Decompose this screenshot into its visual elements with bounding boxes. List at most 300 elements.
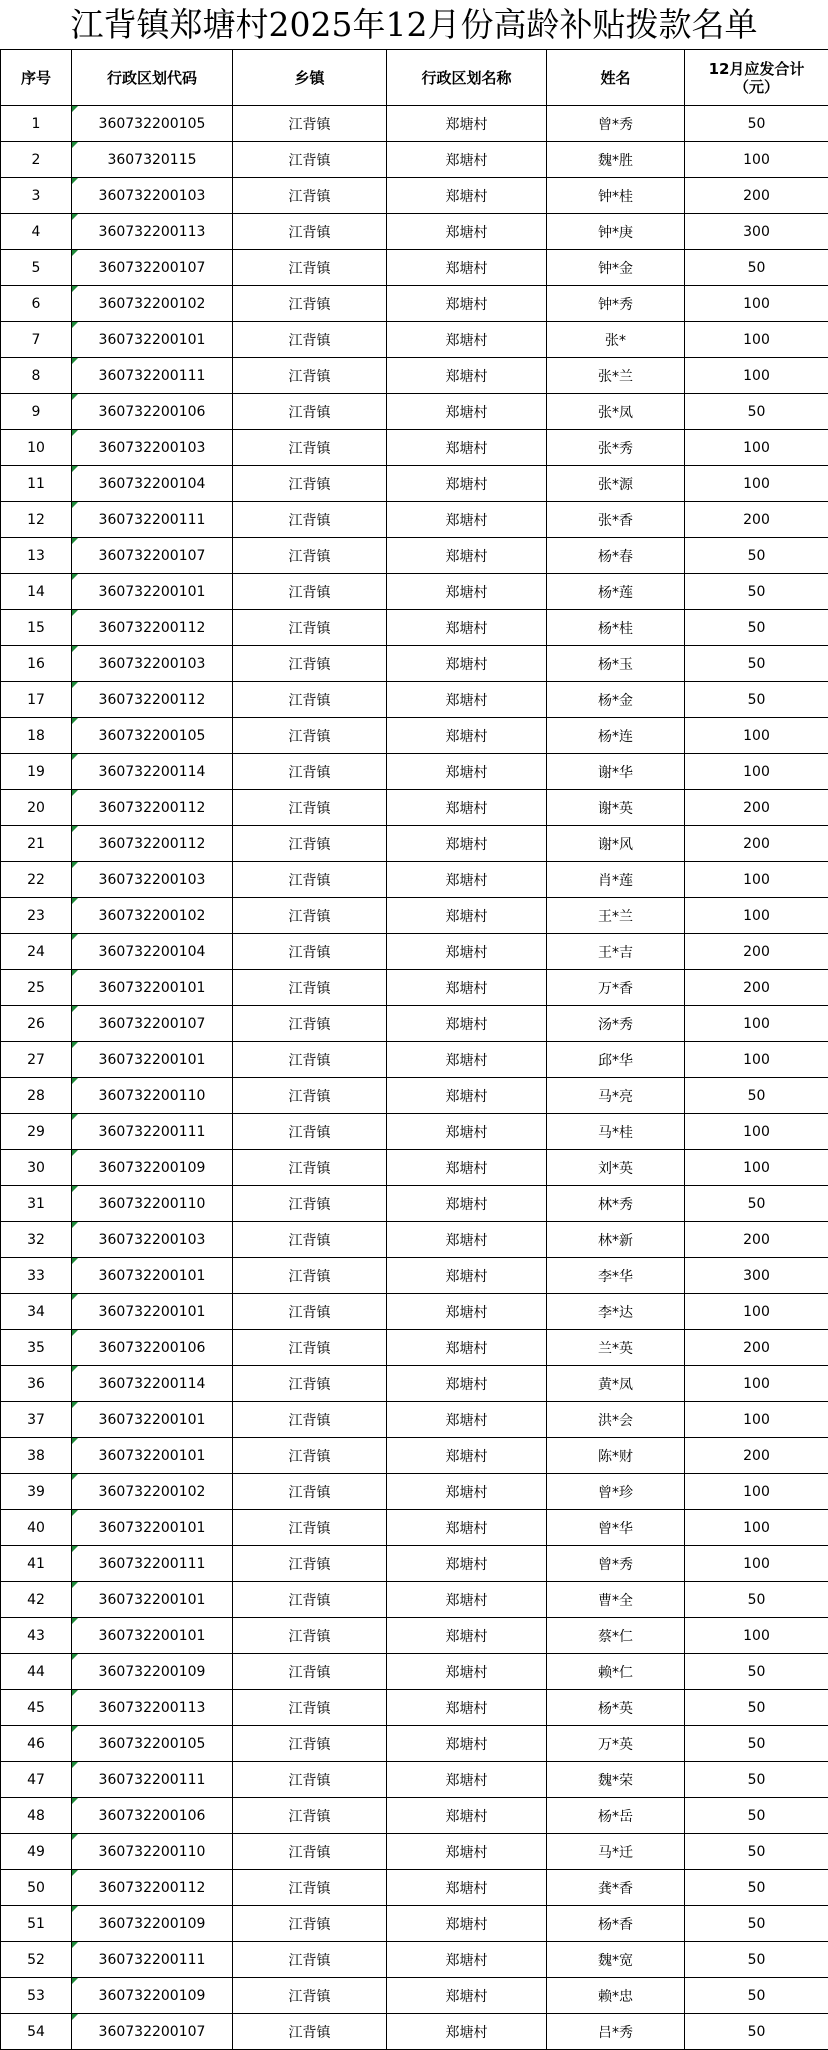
cell-village: 郑塘村 [387, 1546, 547, 1582]
cell-name: 杨*英 [547, 1690, 685, 1726]
cell-name: 魏*胜 [547, 142, 685, 178]
table-row [1, 538, 828, 574]
cell-town: 江背镇 [233, 250, 387, 286]
cell-amount: 100 [685, 1510, 828, 1546]
cell-code: 360732200112 [72, 610, 233, 646]
cell-seq: 15 [1, 610, 72, 646]
table-row [1, 1726, 828, 1762]
cell-code: 360732200103 [72, 862, 233, 898]
cell-name: 陈*财 [547, 1438, 685, 1474]
cell-seq: 5 [1, 250, 72, 286]
cell-name: 曾*秀 [547, 1546, 685, 1582]
cell-name: 曾*秀 [547, 106, 685, 142]
cell-name: 马*桂 [547, 1114, 685, 1150]
table-row [1, 1762, 828, 1798]
cell-code: 360732200101 [72, 1618, 233, 1654]
cell-code: 360732200114 [72, 754, 233, 790]
cell-town: 江背镇 [233, 1510, 387, 1546]
table-row [1, 898, 828, 934]
table-row [1, 358, 828, 394]
cell-seq: 39 [1, 1474, 72, 1510]
cell-seq: 19 [1, 754, 72, 790]
cell-code: 3607320115 [72, 142, 233, 178]
cell-amount: 100 [685, 718, 828, 754]
cell-code: 360732200105 [72, 1726, 233, 1762]
table-row [1, 1402, 828, 1438]
table-row [1, 1042, 828, 1078]
cell-seq: 34 [1, 1294, 72, 1330]
cell-amount: 100 [685, 1150, 828, 1186]
cell-amount: 50 [685, 1726, 828, 1762]
cell-code: 360732200101 [72, 1258, 233, 1294]
cell-seq: 54 [1, 2014, 72, 2050]
cell-code: 360732200113 [72, 214, 233, 250]
subsidy-table [0, 49, 828, 2050]
cell-seq: 40 [1, 1510, 72, 1546]
cell-amount: 50 [685, 646, 828, 682]
cell-village: 郑塘村 [387, 466, 547, 502]
cell-amount: 100 [685, 1474, 828, 1510]
cell-code: 360732200107 [72, 1006, 233, 1042]
cell-village: 郑塘村 [387, 502, 547, 538]
header-code: 行政区划代码 [72, 50, 233, 106]
cell-village: 郑塘村 [387, 178, 547, 214]
table-row [1, 1582, 828, 1618]
cell-name: 张*秀 [547, 430, 685, 466]
cell-village: 郑塘村 [387, 1222, 547, 1258]
table-row [1, 682, 828, 718]
cell-town: 江背镇 [233, 1870, 387, 1906]
cell-code: 360732200102 [72, 898, 233, 934]
cell-amount: 300 [685, 1258, 828, 1294]
cell-seq: 14 [1, 574, 72, 610]
table-row [1, 646, 828, 682]
cell-seq: 10 [1, 430, 72, 466]
cell-village: 郑塘村 [387, 1006, 547, 1042]
cell-amount: 100 [685, 1294, 828, 1330]
cell-code: 360732200111 [72, 1942, 233, 1978]
table-row [1, 214, 828, 250]
cell-code: 360732200112 [72, 682, 233, 718]
table-row [1, 1474, 828, 1510]
cell-code: 360732200112 [72, 790, 233, 826]
cell-code: 360732200109 [72, 1906, 233, 1942]
cell-amount: 100 [685, 1006, 828, 1042]
cell-amount: 50 [685, 1582, 828, 1618]
cell-name: 王*兰 [547, 898, 685, 934]
table-row [1, 790, 828, 826]
cell-code: 360732200101 [72, 574, 233, 610]
cell-amount: 100 [685, 286, 828, 322]
cell-seq: 26 [1, 1006, 72, 1042]
cell-name: 马*亮 [547, 1078, 685, 1114]
cell-amount: 50 [685, 1762, 828, 1798]
cell-town: 江背镇 [233, 178, 387, 214]
cell-town: 江背镇 [233, 1222, 387, 1258]
cell-seq: 29 [1, 1114, 72, 1150]
cell-seq: 11 [1, 466, 72, 502]
cell-name: 吕*秀 [547, 2014, 685, 2050]
cell-seq: 3 [1, 178, 72, 214]
cell-village: 郑塘村 [387, 214, 547, 250]
cell-code: 360732200111 [72, 1114, 233, 1150]
cell-amount: 200 [685, 1330, 828, 1366]
cell-amount: 100 [685, 754, 828, 790]
cell-code: 360732200112 [72, 826, 233, 862]
cell-name: 赖*仁 [547, 1654, 685, 1690]
cell-code: 360732200107 [72, 538, 233, 574]
cell-town: 江背镇 [233, 934, 387, 970]
cell-village: 郑塘村 [387, 1834, 547, 1870]
cell-code: 360732200111 [72, 358, 233, 394]
cell-town: 江背镇 [233, 142, 387, 178]
cell-code: 360732200110 [72, 1834, 233, 1870]
cell-town: 江背镇 [233, 1654, 387, 1690]
cell-town: 江背镇 [233, 1906, 387, 1942]
cell-town: 江背镇 [233, 2014, 387, 2050]
cell-seq: 12 [1, 502, 72, 538]
cell-seq: 1 [1, 106, 72, 142]
cell-code: 360732200110 [72, 1186, 233, 1222]
cell-seq: 33 [1, 1258, 72, 1294]
header-town: 乡镇 [233, 50, 387, 106]
cell-seq: 53 [1, 1978, 72, 2014]
cell-town: 江背镇 [233, 1726, 387, 1762]
cell-seq: 50 [1, 1870, 72, 1906]
cell-town: 江背镇 [233, 538, 387, 574]
cell-amount: 100 [685, 142, 828, 178]
cell-name: 万*英 [547, 1726, 685, 1762]
table-row [1, 1942, 828, 1978]
cell-town: 江背镇 [233, 1474, 387, 1510]
cell-seq: 13 [1, 538, 72, 574]
cell-code: 360732200101 [72, 322, 233, 358]
cell-village: 郑塘村 [387, 430, 547, 466]
cell-seq: 7 [1, 322, 72, 358]
table-row [1, 322, 828, 358]
cell-town: 江背镇 [233, 754, 387, 790]
cell-name: 龚*香 [547, 1870, 685, 1906]
table-row [1, 2014, 828, 2050]
table-header [1, 50, 828, 106]
cell-name: 肖*莲 [547, 862, 685, 898]
cell-village: 郑塘村 [387, 1402, 547, 1438]
cell-town: 江背镇 [233, 502, 387, 538]
cell-amount: 50 [685, 1942, 828, 1978]
cell-town: 江背镇 [233, 1294, 387, 1330]
cell-name: 钟*桂 [547, 178, 685, 214]
table-row [1, 106, 828, 142]
cell-code: 360732200106 [72, 394, 233, 430]
cell-name: 魏*宽 [547, 1942, 685, 1978]
cell-code: 360732200107 [72, 250, 233, 286]
cell-name: 兰*英 [547, 1330, 685, 1366]
table-row [1, 1510, 828, 1546]
cell-name: 杨*金 [547, 682, 685, 718]
cell-seq: 51 [1, 1906, 72, 1942]
cell-amount: 50 [685, 1978, 828, 2014]
cell-village: 郑塘村 [387, 754, 547, 790]
cell-town: 江背镇 [233, 1942, 387, 1978]
table-row [1, 1978, 828, 2014]
table-row [1, 826, 828, 862]
cell-name: 刘*英 [547, 1150, 685, 1186]
cell-seq: 9 [1, 394, 72, 430]
cell-amount: 200 [685, 826, 828, 862]
cell-amount: 50 [685, 610, 828, 646]
cell-code: 360732200101 [72, 1294, 233, 1330]
cell-seq: 43 [1, 1618, 72, 1654]
cell-code: 360732200109 [72, 1150, 233, 1186]
cell-village: 郑塘村 [387, 322, 547, 358]
cell-seq: 8 [1, 358, 72, 394]
cell-town: 江背镇 [233, 1618, 387, 1654]
cell-seq: 17 [1, 682, 72, 718]
cell-village: 郑塘村 [387, 2014, 547, 2050]
cell-name: 杨*桂 [547, 610, 685, 646]
cell-town: 江背镇 [233, 214, 387, 250]
header-amount [685, 50, 828, 106]
cell-village: 郑塘村 [387, 1870, 547, 1906]
table-row [1, 1294, 828, 1330]
cell-seq: 45 [1, 1690, 72, 1726]
cell-code: 360732200114 [72, 1366, 233, 1402]
cell-code: 360732200111 [72, 1762, 233, 1798]
cell-seq: 2 [1, 142, 72, 178]
cell-town: 江背镇 [233, 1150, 387, 1186]
cell-seq: 35 [1, 1330, 72, 1366]
cell-code: 360732200105 [72, 718, 233, 754]
cell-name: 谢*风 [547, 826, 685, 862]
cell-code: 360732200111 [72, 502, 233, 538]
cell-amount: 200 [685, 1438, 828, 1474]
cell-name: 万*香 [547, 970, 685, 1006]
cell-town: 江背镇 [233, 1078, 387, 1114]
cell-name: 杨*莲 [547, 574, 685, 610]
cell-amount: 100 [685, 1546, 828, 1582]
cell-name: 张* [547, 322, 685, 358]
cell-village: 郑塘村 [387, 1366, 547, 1402]
cell-amount: 100 [685, 1402, 828, 1438]
cell-amount: 100 [685, 1618, 828, 1654]
table-row [1, 1870, 828, 1906]
cell-amount: 50 [685, 1906, 828, 1942]
cell-amount: 200 [685, 934, 828, 970]
cell-amount: 50 [685, 574, 828, 610]
table-row [1, 1546, 828, 1582]
cell-amount: 100 [685, 322, 828, 358]
cell-village: 郑塘村 [387, 1690, 547, 1726]
cell-village: 郑塘村 [387, 250, 547, 286]
cell-village: 郑塘村 [387, 1906, 547, 1942]
cell-code: 360732200101 [72, 970, 233, 1006]
table-row [1, 466, 828, 502]
cell-name: 李*华 [547, 1258, 685, 1294]
cell-code: 360732200101 [72, 1582, 233, 1618]
cell-amount: 100 [685, 358, 828, 394]
table-row [1, 1186, 828, 1222]
cell-village: 郑塘村 [387, 934, 547, 970]
cell-village: 郑塘村 [387, 1294, 547, 1330]
header-village: 行政区划名称 [387, 50, 547, 106]
cell-code: 360732200106 [72, 1798, 233, 1834]
cell-code: 360732200112 [72, 1870, 233, 1906]
cell-name: 钟*秀 [547, 286, 685, 322]
cell-seq: 30 [1, 1150, 72, 1186]
document-title: 江背镇郑塘村2025年12月份高龄补贴拨款名单 [0, 0, 828, 49]
cell-code: 360732200104 [72, 934, 233, 970]
cell-seq: 28 [1, 1078, 72, 1114]
cell-village: 郑塘村 [387, 970, 547, 1006]
cell-seq: 37 [1, 1402, 72, 1438]
cell-code: 360732200113 [72, 1690, 233, 1726]
cell-town: 江背镇 [233, 1546, 387, 1582]
cell-town: 江背镇 [233, 1402, 387, 1438]
cell-town: 江背镇 [233, 1186, 387, 1222]
cell-town: 江背镇 [233, 1582, 387, 1618]
cell-amount: 50 [685, 682, 828, 718]
table-row [1, 862, 828, 898]
cell-code: 360732200101 [72, 1402, 233, 1438]
cell-town: 江背镇 [233, 970, 387, 1006]
cell-name: 张*香 [547, 502, 685, 538]
table-row [1, 574, 828, 610]
cell-village: 郑塘村 [387, 898, 547, 934]
table-row [1, 1690, 828, 1726]
cell-name: 杨*玉 [547, 646, 685, 682]
cell-village: 郑塘村 [387, 790, 547, 826]
cell-seq: 32 [1, 1222, 72, 1258]
cell-name: 张*源 [547, 466, 685, 502]
cell-village: 郑塘村 [387, 358, 547, 394]
cell-village: 郑塘村 [387, 1978, 547, 2014]
cell-amount: 100 [685, 1114, 828, 1150]
cell-town: 江背镇 [233, 646, 387, 682]
cell-seq: 16 [1, 646, 72, 682]
cell-town: 江背镇 [233, 1042, 387, 1078]
table-row [1, 1114, 828, 1150]
cell-town: 江背镇 [233, 1366, 387, 1402]
table-row [1, 1654, 828, 1690]
cell-name: 张*兰 [547, 358, 685, 394]
cell-amount: 50 [685, 394, 828, 430]
cell-code: 360732200109 [72, 1654, 233, 1690]
cell-village: 郑塘村 [387, 1510, 547, 1546]
cell-village: 郑塘村 [387, 1654, 547, 1690]
table-row [1, 718, 828, 754]
table-row [1, 286, 828, 322]
cell-village: 郑塘村 [387, 718, 547, 754]
cell-town: 江背镇 [233, 610, 387, 646]
cell-name: 林*秀 [547, 1186, 685, 1222]
cell-code: 360732200105 [72, 106, 233, 142]
cell-code: 360732200101 [72, 1510, 233, 1546]
header-seq: 序号 [1, 50, 72, 106]
cell-town: 江背镇 [233, 718, 387, 754]
cell-code: 360732200110 [72, 1078, 233, 1114]
table-row [1, 1906, 828, 1942]
cell-village: 郑塘村 [387, 862, 547, 898]
cell-town: 江背镇 [233, 862, 387, 898]
cell-amount: 200 [685, 502, 828, 538]
cell-name: 钟*金 [547, 250, 685, 286]
cell-seq: 49 [1, 1834, 72, 1870]
cell-seq: 46 [1, 1726, 72, 1762]
cell-village: 郑塘村 [387, 1618, 547, 1654]
cell-code: 360732200104 [72, 466, 233, 502]
table-row [1, 502, 828, 538]
cell-name: 曾*珍 [547, 1474, 685, 1510]
cell-name: 杨*连 [547, 718, 685, 754]
cell-code: 360732200106 [72, 1330, 233, 1366]
cell-town: 江背镇 [233, 1690, 387, 1726]
cell-seq: 36 [1, 1366, 72, 1402]
cell-village: 郑塘村 [387, 1186, 547, 1222]
cell-code: 360732200102 [72, 1474, 233, 1510]
cell-name: 林*新 [547, 1222, 685, 1258]
table-row [1, 394, 828, 430]
cell-amount: 50 [685, 1654, 828, 1690]
cell-village: 郑塘村 [387, 1114, 547, 1150]
cell-seq: 38 [1, 1438, 72, 1474]
table-row [1, 1618, 828, 1654]
cell-town: 江背镇 [233, 466, 387, 502]
cell-name: 杨*春 [547, 538, 685, 574]
cell-name: 谢*英 [547, 790, 685, 826]
cell-village: 郑塘村 [387, 1582, 547, 1618]
cell-code: 360732200103 [72, 646, 233, 682]
table-row [1, 178, 828, 214]
cell-code: 360732200101 [72, 1042, 233, 1078]
cell-code: 360732200101 [72, 1438, 233, 1474]
cell-name: 邱*华 [547, 1042, 685, 1078]
cell-seq: 18 [1, 718, 72, 754]
cell-seq: 21 [1, 826, 72, 862]
cell-name: 谢*华 [547, 754, 685, 790]
table-row [1, 1834, 828, 1870]
cell-amount: 100 [685, 1042, 828, 1078]
table-body [1, 106, 828, 2050]
cell-amount: 50 [685, 1186, 828, 1222]
cell-amount: 300 [685, 214, 828, 250]
cell-name: 李*达 [547, 1294, 685, 1330]
header-row [1, 50, 828, 106]
cell-amount: 100 [685, 898, 828, 934]
cell-village: 郑塘村 [387, 286, 547, 322]
cell-seq: 44 [1, 1654, 72, 1690]
cell-seq: 22 [1, 862, 72, 898]
cell-village: 郑塘村 [387, 1042, 547, 1078]
cell-amount: 50 [685, 1690, 828, 1726]
cell-village: 郑塘村 [387, 394, 547, 430]
cell-village: 郑塘村 [387, 538, 547, 574]
table-row [1, 142, 828, 178]
cell-name: 汤*秀 [547, 1006, 685, 1042]
cell-town: 江背镇 [233, 1438, 387, 1474]
cell-code: 360732200109 [72, 1978, 233, 2014]
cell-village: 郑塘村 [387, 1438, 547, 1474]
cell-town: 江背镇 [233, 574, 387, 610]
cell-seq: 42 [1, 1582, 72, 1618]
cell-name: 王*吉 [547, 934, 685, 970]
table-row [1, 1438, 828, 1474]
cell-village: 郑塘村 [387, 826, 547, 862]
cell-village: 郑塘村 [387, 1762, 547, 1798]
cell-town: 江背镇 [233, 394, 387, 430]
cell-seq: 31 [1, 1186, 72, 1222]
cell-town: 江背镇 [233, 826, 387, 862]
cell-town: 江背镇 [233, 106, 387, 142]
